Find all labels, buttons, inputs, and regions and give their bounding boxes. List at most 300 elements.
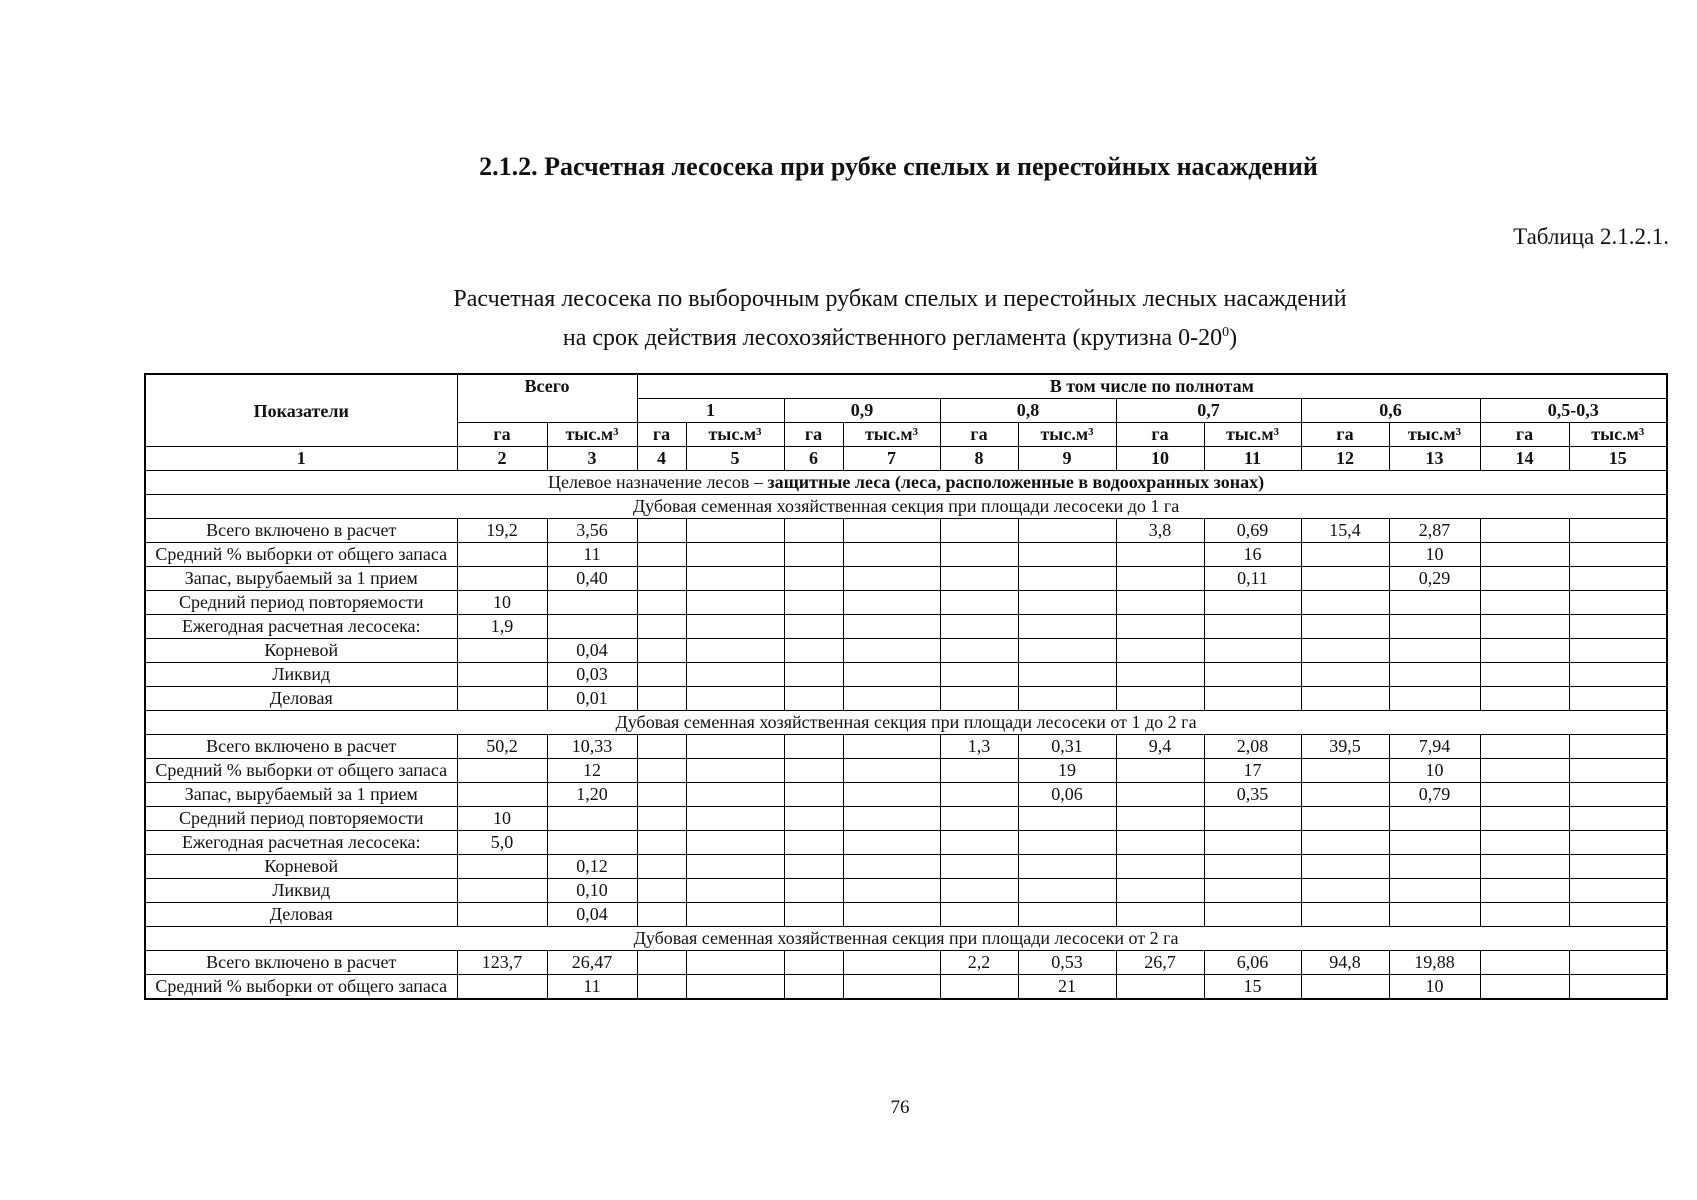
table-cell: 10: [457, 807, 547, 831]
table-cell: [1204, 855, 1301, 879]
table-cell: [784, 831, 843, 855]
table-cell: [547, 807, 637, 831]
unit-ha: га: [1480, 423, 1569, 447]
table-cell: [1301, 831, 1389, 855]
table-cell: [1480, 951, 1569, 975]
caption-superscript: 0: [1222, 325, 1230, 340]
table-cell: [637, 615, 686, 639]
column-number: 14: [1480, 447, 1569, 471]
table-cell: [1480, 615, 1569, 639]
table-cell: 11: [547, 543, 637, 567]
column-number: 10: [1116, 447, 1204, 471]
table-cell: [686, 783, 784, 807]
header-density: 1: [637, 399, 784, 423]
table-cell: [1480, 687, 1569, 711]
table-cell: [1116, 567, 1204, 591]
unit-volume: тыс.м³: [1389, 423, 1480, 447]
table-cell: 15: [1204, 975, 1301, 1000]
table-cell: [843, 639, 940, 663]
table-cell: 15,4: [1301, 519, 1389, 543]
table-cell: [1116, 639, 1204, 663]
table-cell: [1116, 831, 1204, 855]
table-cell: [940, 519, 1018, 543]
column-number: 1: [145, 447, 457, 471]
table-cell: 26,7: [1116, 951, 1204, 975]
table-cell: [1204, 687, 1301, 711]
row-label: Ликвид: [145, 663, 457, 687]
table-cell: [637, 807, 686, 831]
table-cell: [784, 855, 843, 879]
table-cell: [457, 783, 547, 807]
table-cell: [1116, 975, 1204, 1000]
table-cell: [637, 591, 686, 615]
table-cell: 0,29: [1389, 567, 1480, 591]
table-cell: [843, 567, 940, 591]
table-cell: [637, 759, 686, 783]
table-cell: [784, 783, 843, 807]
table-cell: 16: [1204, 543, 1301, 567]
purpose-row: [145, 471, 1667, 495]
table-cell: [1569, 855, 1667, 879]
table-cell: [1301, 543, 1389, 567]
table-cell: [686, 879, 784, 903]
table-cell: [637, 687, 686, 711]
table-cell: 1,9: [457, 615, 547, 639]
page-number: 76: [890, 1097, 910, 1118]
table-cell: [686, 615, 784, 639]
section-title: Дубовая семенная хозяйственная секция при площади лесосеки от 1 до 2 га: [145, 711, 1667, 735]
table-cell: [940, 831, 1018, 855]
table-cell: 6,06: [1204, 951, 1301, 975]
table-cell: [1569, 879, 1667, 903]
table-cell: [1480, 879, 1569, 903]
table-cell: [1116, 687, 1204, 711]
table-cell: 39,5: [1301, 735, 1389, 759]
row-label: Корневой: [145, 855, 457, 879]
column-number: 2: [457, 447, 547, 471]
table-cell: [1480, 975, 1569, 1000]
table-cell: [1301, 903, 1389, 927]
table-cell: [784, 519, 843, 543]
table-cell: [1018, 879, 1116, 903]
table-cell: [784, 903, 843, 927]
table-cell: [547, 615, 637, 639]
table-cell: [1569, 615, 1667, 639]
table-cell: [637, 951, 686, 975]
header-density: 0,8: [940, 399, 1116, 423]
table-cell: 0,35: [1204, 783, 1301, 807]
table-cell: [1301, 615, 1389, 639]
row-label: Ликвид: [145, 879, 457, 903]
table-cell: [686, 951, 784, 975]
table-cell: [784, 615, 843, 639]
table-cell: [637, 567, 686, 591]
row-label: Запас, вырубаемый за 1 прием: [145, 783, 457, 807]
table-cell: 1,20: [547, 783, 637, 807]
table-cell: [1569, 663, 1667, 687]
table-cell: [1389, 615, 1480, 639]
table-cell: [1116, 591, 1204, 615]
table-row: [145, 783, 1667, 807]
table-cell: [940, 807, 1018, 831]
table-cell: [1301, 567, 1389, 591]
table-cell: 0,03: [547, 663, 637, 687]
table-cell: [843, 879, 940, 903]
table-cell: [1204, 879, 1301, 903]
table-cell: [637, 903, 686, 927]
table-cell: [1480, 735, 1569, 759]
table-cell: [1204, 639, 1301, 663]
table-cell: [940, 639, 1018, 663]
table-cell: [686, 543, 784, 567]
table-cell: 94,8: [1301, 951, 1389, 975]
column-number: 8: [940, 447, 1018, 471]
table-cell: [1569, 543, 1667, 567]
row-label: Средний период повторяемости: [145, 591, 457, 615]
table-number-label: Таблица 2.1.2.1.: [1513, 224, 1669, 249]
row-label: Деловая: [145, 687, 457, 711]
caption-line-2-text: на срок действия лесохозяйственного регламента (крутизна 0-20: [562, 325, 1223, 351]
table-cell: [1301, 663, 1389, 687]
table-row: [145, 615, 1667, 639]
table-cell: [784, 543, 843, 567]
table-cell: [1116, 663, 1204, 687]
unit-ha: га: [940, 423, 1018, 447]
column-number: 6: [784, 447, 843, 471]
table-cell: [1569, 831, 1667, 855]
table-cell: [457, 639, 547, 663]
table-cell: 2,87: [1389, 519, 1480, 543]
table-caption: [0, 282, 1697, 355]
table-cell: [940, 855, 1018, 879]
table-cell: [457, 975, 547, 1000]
table-cell: [686, 639, 784, 663]
table-cell: 5,0: [457, 831, 547, 855]
table-cell: 0,01: [547, 687, 637, 711]
table-cell: [1480, 759, 1569, 783]
table-cell: [1116, 879, 1204, 903]
table-cell: [1301, 807, 1389, 831]
table-cell: [1301, 975, 1389, 1000]
table-cell: [784, 879, 843, 903]
table-cell: 11: [547, 975, 637, 1000]
table-row: [145, 663, 1667, 687]
table-cell: [1301, 639, 1389, 663]
table-cell: [940, 879, 1018, 903]
table-cell: [1204, 591, 1301, 615]
table-cell: [686, 663, 784, 687]
table-cell: [940, 543, 1018, 567]
row-label: Средний период повторяемости: [145, 807, 457, 831]
table-cell: 0,53: [1018, 951, 1116, 975]
table-cell: [843, 519, 940, 543]
table-cell: [1116, 903, 1204, 927]
table-cell: 2,08: [1204, 735, 1301, 759]
row-label: Всего включено в расчет: [145, 519, 457, 543]
table-cell: [843, 951, 940, 975]
table-cell: [1301, 591, 1389, 615]
table-cell: [843, 855, 940, 879]
table-cell: 0,04: [547, 903, 637, 927]
unit-volume: тыс.м³: [686, 423, 784, 447]
table-cell: [637, 639, 686, 663]
table-cell: [686, 591, 784, 615]
table-cell: 26,47: [547, 951, 637, 975]
table-row: [145, 951, 1667, 975]
column-number: 4: [637, 447, 686, 471]
row-label: Средний % выборки от общего запаса: [145, 759, 457, 783]
table-cell: [547, 591, 637, 615]
table-cell: [1480, 591, 1569, 615]
column-number: 15: [1569, 447, 1667, 471]
table-cell: [1018, 807, 1116, 831]
table-cell: [843, 759, 940, 783]
cutting-area-table: [144, 373, 1668, 1000]
table-cell: [686, 735, 784, 759]
table-cell: 0,40: [547, 567, 637, 591]
row-label: Средний % выборки от общего запаса: [145, 543, 457, 567]
table-row: [145, 903, 1667, 927]
table-cell: [1301, 783, 1389, 807]
table-cell: 9,4: [1116, 735, 1204, 759]
purpose-prefix: Целевое назначение лесов –: [547, 472, 768, 492]
table-cell: [1018, 591, 1116, 615]
table-cell: 2,2: [940, 951, 1018, 975]
unit-volume: тыс.м³: [1204, 423, 1301, 447]
table-cell: [1480, 807, 1569, 831]
table-cell: [784, 687, 843, 711]
column-number: 11: [1204, 447, 1301, 471]
table-cell: [1018, 567, 1116, 591]
table-cell: [784, 591, 843, 615]
row-label: Ежегодная расчетная лесосека:: [145, 615, 457, 639]
row-label: Запас, вырубаемый за 1 прием: [145, 567, 457, 591]
table-cell: [784, 639, 843, 663]
table-cell: [1389, 879, 1480, 903]
unit-volume: тыс.м³: [843, 423, 940, 447]
unit-volume: тыс.м³: [547, 423, 637, 447]
table-cell: [1389, 687, 1480, 711]
caption-line-2-end: ): [1229, 325, 1238, 351]
header-density: 0,5-0,3: [1480, 399, 1667, 423]
table-cell: [1480, 903, 1569, 927]
purpose-cell: [145, 471, 1667, 495]
table-cell: [637, 663, 686, 687]
table-cell: [940, 663, 1018, 687]
table-cell: [637, 855, 686, 879]
column-number: 9: [1018, 447, 1116, 471]
table-cell: [1569, 807, 1667, 831]
table-row: [145, 759, 1667, 783]
table-cell: 0,11: [1204, 567, 1301, 591]
table-cell: [637, 831, 686, 855]
row-label: Деловая: [145, 903, 457, 927]
header-total: Всего: [457, 374, 637, 423]
row-label: Всего включено в расчет: [145, 951, 457, 975]
table-cell: [784, 735, 843, 759]
table-cell: [940, 687, 1018, 711]
section-title: Дубовая семенная хозяйственная секция при площади лесосеки от 2 га: [145, 927, 1667, 951]
table-cell: [843, 975, 940, 1000]
table-cell: [843, 615, 940, 639]
table-cell: 0,06: [1018, 783, 1116, 807]
table-cell: [1569, 975, 1667, 1000]
table-cell: [843, 543, 940, 567]
table-cell: [1389, 855, 1480, 879]
table-row: [145, 639, 1667, 663]
header-row-1: [145, 374, 1667, 399]
table-cell: [1018, 639, 1116, 663]
table-cell: [1116, 783, 1204, 807]
column-number: 12: [1301, 447, 1389, 471]
row-label: Ежегодная расчетная лесосека:: [145, 831, 457, 855]
table-cell: [1389, 663, 1480, 687]
table-cell: 21: [1018, 975, 1116, 1000]
table-cell: [1569, 903, 1667, 927]
table-row: [145, 519, 1667, 543]
table-cell: [1204, 831, 1301, 855]
table-cell: [1116, 615, 1204, 639]
table-cell: 123,7: [457, 951, 547, 975]
table-cell: [1569, 591, 1667, 615]
table-row: [145, 591, 1667, 615]
table-cell: [940, 759, 1018, 783]
table-cell: [784, 951, 843, 975]
unit-ha: га: [784, 423, 843, 447]
table-cell: [686, 855, 784, 879]
table-cell: [940, 783, 1018, 807]
table-cell: 7,94: [1389, 735, 1480, 759]
table-cell: [1569, 519, 1667, 543]
table-cell: [686, 519, 784, 543]
table-cell: 10: [1389, 975, 1480, 1000]
table-cell: [637, 783, 686, 807]
table-cell: [1018, 903, 1116, 927]
section-title-row: [145, 927, 1667, 951]
table-cell: [1204, 615, 1301, 639]
table-cell: 1,3: [940, 735, 1018, 759]
table-cell: [1018, 663, 1116, 687]
table-cell: 0,12: [547, 855, 637, 879]
row-label: Средний % выборки от общего запаса: [145, 975, 457, 1000]
table-cell: [784, 975, 843, 1000]
table-row: [145, 879, 1667, 903]
section-heading: 2.1.2. Расчетная лесосека при рубке спелых и перестойных насаждений: [479, 152, 1318, 181]
table-cell: 0,31: [1018, 735, 1116, 759]
header-density: 0,7: [1116, 399, 1301, 423]
table-cell: 19: [1018, 759, 1116, 783]
unit-ha: га: [457, 423, 547, 447]
table-cell: [784, 567, 843, 591]
table-cell: [457, 759, 547, 783]
table-cell: [1480, 831, 1569, 855]
table-row: [145, 543, 1667, 567]
table-cell: [843, 807, 940, 831]
table-cell: 17: [1204, 759, 1301, 783]
table-cell: [1569, 687, 1667, 711]
table-cell: [1018, 615, 1116, 639]
column-number: 7: [843, 447, 940, 471]
table-cell: [1116, 543, 1204, 567]
table-cell: [1569, 951, 1667, 975]
table-cell: [686, 807, 784, 831]
table-cell: [1389, 639, 1480, 663]
table-row: [145, 567, 1667, 591]
table-cell: [686, 975, 784, 1000]
unit-volume: тыс.м³: [1569, 423, 1667, 447]
table-row: [145, 831, 1667, 855]
table-cell: [1389, 591, 1480, 615]
table-cell: [1569, 759, 1667, 783]
caption-line-1: Расчетная лесосека по выборочным рубкам спелых и перестойных лесных насаждений: [453, 286, 1347, 312]
unit-ha: га: [1301, 423, 1389, 447]
table-cell: [1480, 567, 1569, 591]
row-label: Корневой: [145, 639, 457, 663]
table-cell: [940, 975, 1018, 1000]
table-row: [145, 855, 1667, 879]
table-cell: 19,88: [1389, 951, 1480, 975]
table-cell: [1389, 807, 1480, 831]
table-cell: [940, 591, 1018, 615]
table-cell: [1480, 639, 1569, 663]
table-cell: [784, 807, 843, 831]
table-cell: [547, 831, 637, 855]
table-row: [145, 975, 1667, 1000]
table-cell: 10: [1389, 543, 1480, 567]
table-cell: [686, 759, 784, 783]
header-indicators: Показатели: [145, 374, 457, 447]
table-cell: [1480, 783, 1569, 807]
table-cell: [940, 567, 1018, 591]
table-cell: [843, 687, 940, 711]
table-cell: [637, 735, 686, 759]
table-cell: [1389, 831, 1480, 855]
table-cell: [784, 663, 843, 687]
table-cell: [1569, 567, 1667, 591]
table-row: [145, 807, 1667, 831]
column-number-row: [145, 447, 1667, 471]
table-row: [145, 687, 1667, 711]
table-cell: [940, 615, 1018, 639]
table-cell: [686, 831, 784, 855]
header-density: 0,9: [784, 399, 940, 423]
table-cell: 3,8: [1116, 519, 1204, 543]
table-cell: [1301, 855, 1389, 879]
section-title-row: [145, 495, 1667, 519]
table-cell: [1301, 759, 1389, 783]
table-cell: [1569, 735, 1667, 759]
table-cell: [843, 783, 940, 807]
table-cell: [1480, 543, 1569, 567]
table-cell: 0,79: [1389, 783, 1480, 807]
table-cell: [457, 879, 547, 903]
table-cell: [686, 567, 784, 591]
table-cell: [1569, 639, 1667, 663]
table-cell: [686, 687, 784, 711]
column-number: 13: [1389, 447, 1480, 471]
table-cell: [1204, 903, 1301, 927]
table-cell: [637, 543, 686, 567]
table-cell: 0,04: [547, 639, 637, 663]
column-number: 5: [686, 447, 784, 471]
table-cell: 19,2: [457, 519, 547, 543]
table-cell: [457, 663, 547, 687]
caption-line-2: [0, 316, 1697, 355]
table-cell: [1018, 543, 1116, 567]
table-cell: [843, 663, 940, 687]
column-number: 3: [547, 447, 637, 471]
table-cell: [457, 567, 547, 591]
